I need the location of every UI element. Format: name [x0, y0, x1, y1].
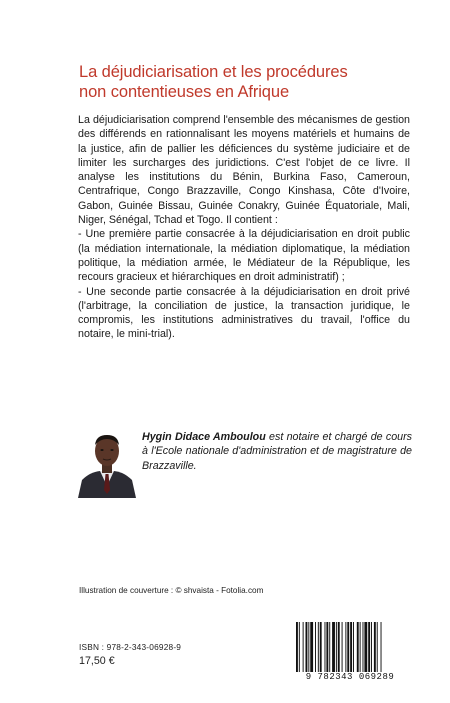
barcode-bar [336, 622, 337, 672]
author-bio [142, 430, 412, 473]
price: 17,50 € [79, 655, 115, 667]
barcode-bar [296, 622, 298, 672]
barcode-bar [357, 622, 359, 672]
barcode-bar [368, 622, 370, 672]
barcode-bar [308, 622, 309, 672]
barcode-bar [320, 622, 322, 672]
barcode-bar [345, 622, 346, 672]
book-title-line2: non contentieuses en Afrique [79, 83, 290, 101]
barcode-bar [371, 622, 372, 672]
barcode-bar [326, 622, 328, 672]
description-intro: La déjudiciarisation comprend l'ensemble des mécanismes de gestion des différends en rationnalisant les moyens matériels et humains de la justice, afin de pallier les déficiences du système judiciaire et de limiter les surcharges des juridictions. C'est l'objet de ce livre. Il analyse les institutions du Bénin, Burkina Faso, Cameroun, Centrafrique, Congo Brazzaville, Congo Kinshasa, Côte d'Ivoire, Gabon, Guinée Bissau, Guinée Conakry, Guinée Équatoriale, Mali, Niger, Sénégal, Tchad et Togo. Il contient : [78, 114, 410, 227]
barcode-bar [338, 622, 340, 672]
barcode-bar [303, 622, 304, 672]
cover-credit: Illustration de couverture : © shvaista - Fotolia.com [79, 586, 264, 595]
barcode-icon [292, 622, 408, 678]
barcode-bar [374, 622, 376, 672]
book-description [78, 113, 410, 342]
barcode-bar [377, 622, 378, 672]
author-bio-text: est notaire et chargé de cours à l'Ecole nationale d'administration et de magistrature de Brazzaville. [142, 431, 413, 472]
barcode-bar [329, 622, 330, 672]
book-title [79, 62, 409, 102]
barcode-bar [315, 622, 316, 672]
book-title-line1: La déjudiciarisation et les procédures [79, 63, 348, 81]
description-part1: - Une première partie consacrée à la déjudiciarisation en droit public (la médiation internationale, la médiation diplomatique, la médiation politique, la médiation armée, le Médiateur de la République, les recours gracieux et hiérarchiques en droit administratif) ; [78, 228, 410, 284]
barcode-bar [364, 622, 367, 672]
barcode-bar [353, 622, 354, 672]
barcode-bar [310, 622, 313, 672]
barcode-bar [306, 622, 308, 672]
author-photo [76, 430, 138, 498]
barcode-bar [381, 622, 382, 672]
barcode-bar [332, 622, 335, 672]
isbn: ISBN : 978-2-343-06928-9 [79, 642, 182, 652]
description-part2: - Une seconde partie consacrée à la déjudiciarisation en droit privé (l'arbitrage, la conciliation de justice, la transaction juridique, le compromis, les institutions administratives du travail, l'office du notaire, le mini-trial). [78, 285, 410, 341]
author-name: Hygin Didace Amboulou [142, 431, 266, 443]
barcode-bar [350, 622, 352, 672]
barcode-bar [318, 622, 319, 672]
barcode-bar [347, 622, 349, 672]
barcode-bar [325, 622, 326, 672]
barcode-bar [360, 622, 361, 672]
barcode-bar [342, 622, 343, 672]
author-block [76, 424, 412, 502]
barcode-bar [363, 622, 364, 672]
barcode-number: 9 782343 069289 [292, 672, 408, 682]
author-portrait-icon [76, 430, 138, 498]
barcode-bar [299, 622, 300, 672]
